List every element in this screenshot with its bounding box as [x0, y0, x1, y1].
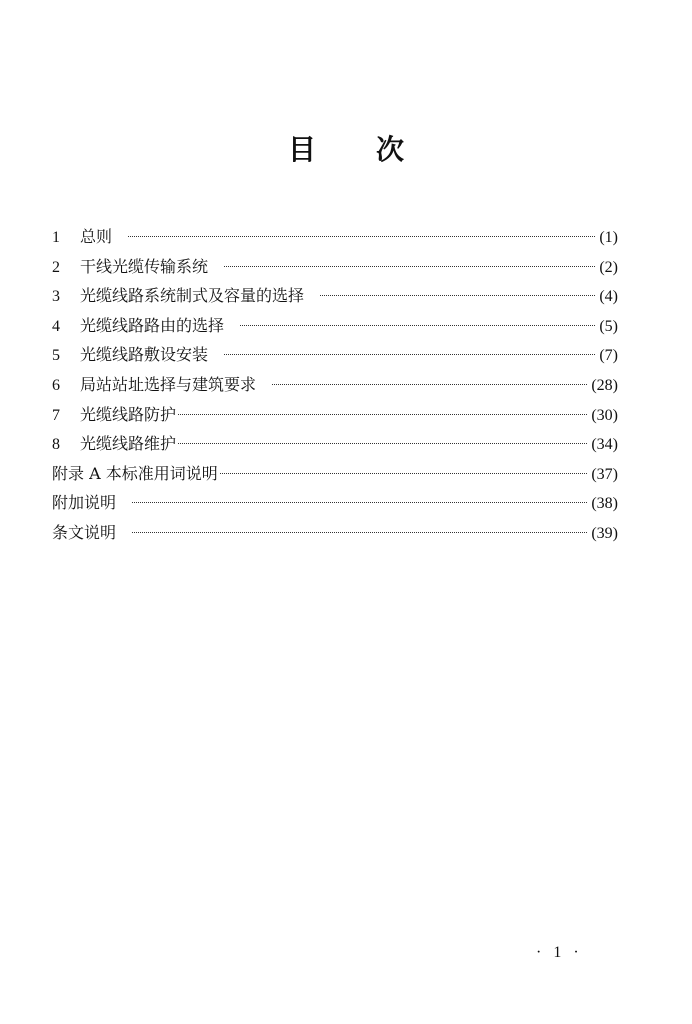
toc-dot-leader — [178, 443, 587, 444]
toc-entry-number: 3 — [52, 288, 60, 306]
title-char-2: 次 — [376, 133, 405, 166]
toc-entry-page: (39) — [591, 524, 618, 542]
toc-entry-number: 1 — [52, 229, 60, 246]
toc-entry-page: (38) — [591, 495, 618, 513]
page-title — [0, 128, 692, 168]
toc-entry-number: 7 — [52, 406, 60, 424]
toc-entry — [52, 252, 618, 282]
toc-entry — [52, 429, 618, 459]
toc-entry-title: 条文说明 — [52, 522, 117, 542]
toc-entry-number: 5 — [52, 347, 60, 365]
toc-entry-title: 附录 A 本标准用词说明 — [52, 463, 218, 483]
toc-entry-number: 2 — [52, 258, 60, 276]
toc-entry-page: (5) — [599, 317, 618, 335]
toc-dot-leader — [240, 325, 595, 326]
toc-entry — [52, 222, 618, 252]
toc-entry-page: (4) — [599, 288, 618, 306]
table-of-contents — [52, 222, 618, 548]
toc-entry-title: 干线光缆传输系统 — [80, 256, 209, 276]
page-number: · 1 · — [536, 944, 583, 961]
toc-entry — [52, 311, 618, 341]
toc-entry-number: 4 — [52, 317, 60, 335]
toc-entry — [52, 459, 618, 489]
toc-dot-leader — [132, 532, 587, 533]
toc-entry-page: (37) — [591, 465, 618, 483]
title-char-1: 目 — [287, 133, 316, 166]
toc-entry-page: (30) — [591, 406, 618, 424]
toc-entry-title: 附加说明 — [52, 493, 117, 513]
toc-dot-leader — [178, 414, 587, 415]
toc-dot-leader — [132, 502, 587, 503]
toc-entry-title: 总则 — [80, 227, 113, 246]
toc-entry-page: (34) — [591, 436, 618, 454]
toc-entry — [52, 340, 618, 370]
toc-dot-leader — [128, 236, 595, 237]
toc-entry-title: 光缆线路敷设安装 — [80, 345, 209, 365]
toc-entry — [52, 281, 618, 311]
toc-dot-leader — [272, 384, 587, 385]
toc-dot-leader — [224, 354, 595, 355]
toc-entry-page: (2) — [599, 258, 618, 276]
toc-entry-number: 6 — [52, 376, 60, 394]
toc-entry — [52, 518, 618, 548]
toc-dot-leader — [220, 473, 588, 474]
toc-dot-leader — [320, 295, 595, 296]
toc-entry-title: 光缆线路维护 — [80, 434, 177, 454]
toc-entry-title: 光缆线路系统制式及容量的选择 — [80, 286, 305, 306]
toc-entry-number: 8 — [52, 436, 60, 454]
toc-entry — [52, 488, 618, 518]
toc-entry — [52, 400, 618, 430]
toc-entry-page: (1) — [599, 229, 618, 246]
toc-entry-title: 光缆线路防护 — [80, 404, 177, 424]
toc-entry — [52, 370, 618, 400]
toc-entry-page: (28) — [591, 376, 618, 394]
toc-entry-title: 光缆线路路由的选择 — [80, 315, 225, 335]
toc-entry-title: 局站站址选择与建筑要求 — [80, 374, 257, 394]
toc-dot-leader — [224, 266, 595, 267]
toc-entry-page: (7) — [599, 347, 618, 365]
